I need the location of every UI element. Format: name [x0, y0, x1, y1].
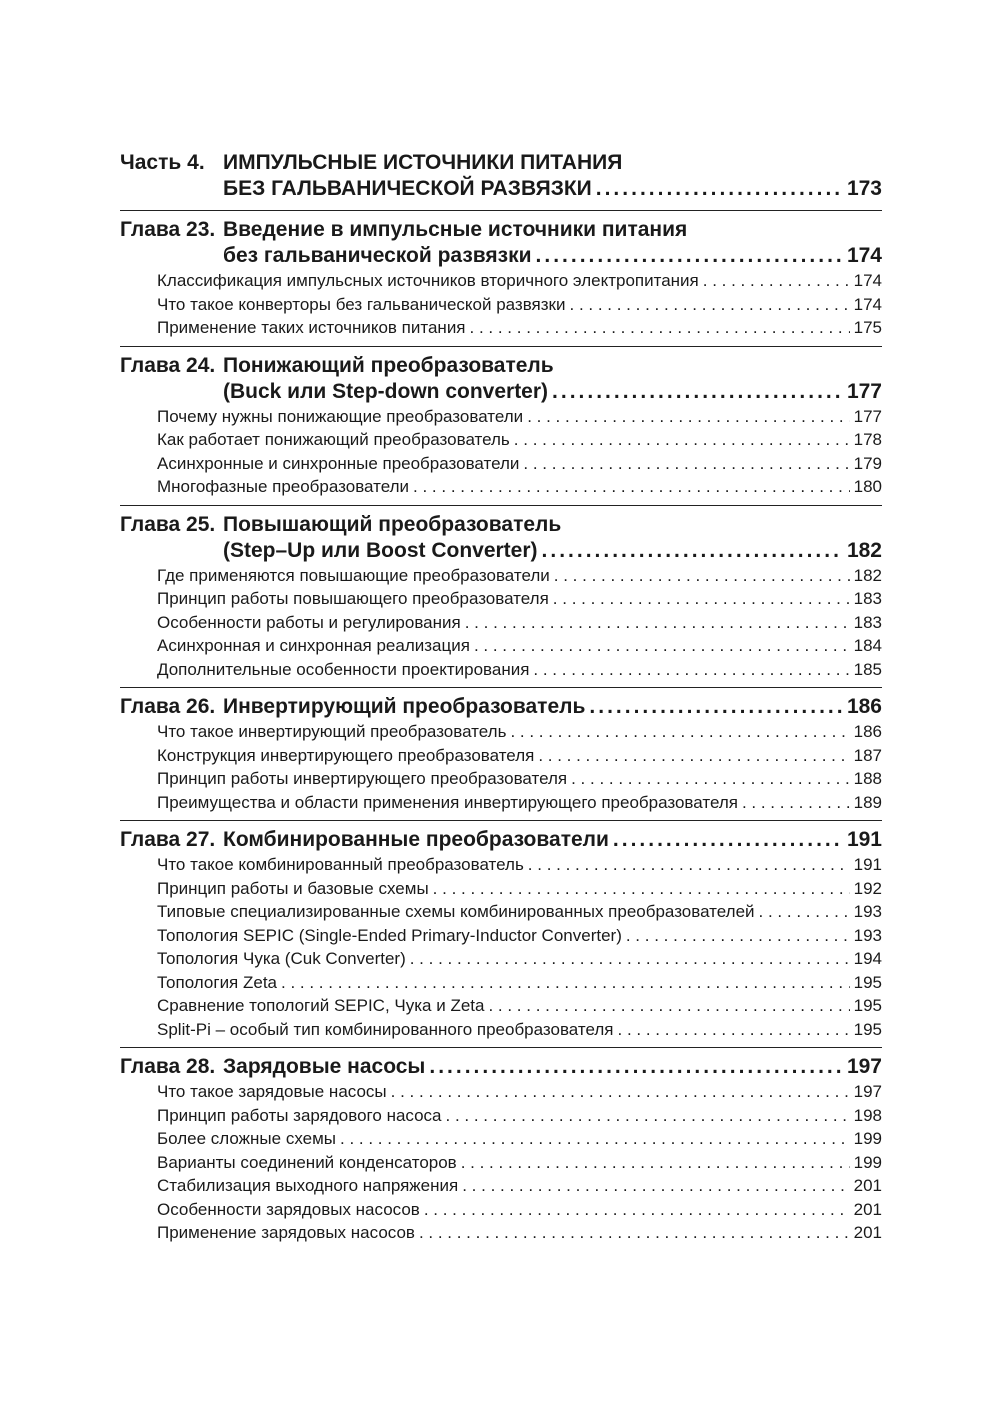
section-page-number: 175: [853, 318, 882, 337]
dot-leader: [626, 924, 850, 948]
dot-leader: [510, 720, 849, 744]
chapter-entry[interactable]: [120, 210, 882, 340]
section-page-number: 183: [853, 589, 882, 608]
chapter-prefix: Глава 27.: [120, 828, 216, 851]
section-entry[interactable]: [120, 452, 882, 476]
chapter-title-continued: (Step–Up или Boost Converter): [223, 538, 538, 562]
dot-leader: [536, 243, 843, 269]
section-title: Где применяются повышающие преобразователи: [157, 565, 550, 585]
section-title: Что такое комбинированный преобразователь: [157, 855, 524, 874]
section-title: Принцип работы зарядового насоса: [157, 1105, 442, 1125]
section-entry[interactable]: [120, 293, 882, 317]
dot-leader: [474, 634, 850, 658]
dot-leader: [552, 379, 843, 405]
dot-leader: [571, 767, 850, 791]
section-title: Почему нужны понижающие преобразователи: [157, 406, 524, 426]
dot-leader: [410, 947, 850, 971]
section-page-number: 199: [853, 1152, 882, 1172]
section-page-number: 179: [853, 453, 882, 473]
section-entry[interactable]: [120, 791, 882, 815]
dot-leader: [554, 564, 850, 588]
section-page-number: 195: [853, 1019, 882, 1039]
part-page-number: 173: [846, 177, 882, 200]
chapter-title: Комбинированные преобразователи: [223, 828, 609, 851]
section-entry[interactable]: [120, 971, 882, 995]
section-entry[interactable]: [120, 1174, 882, 1198]
dot-leader: [465, 611, 850, 635]
chapter-page-number: 177: [846, 379, 882, 403]
section-title: Что такое конверторы без гальванической развязки: [157, 294, 566, 314]
section-page-number: 180: [853, 477, 882, 496]
section-title: Асинхронная и синхронная реализация: [157, 636, 470, 655]
section-entry[interactable]: [120, 744, 882, 768]
section-entry[interactable]: [120, 475, 882, 499]
section-page-number: 194: [853, 949, 882, 968]
chapter-page-number: 182: [846, 538, 882, 562]
dot-leader: [281, 971, 850, 995]
dot-leader: [742, 791, 850, 815]
section-page-number: 199: [853, 1129, 882, 1148]
section-page-number: 182: [853, 565, 882, 585]
section-entry[interactable]: [120, 1221, 882, 1245]
chapter-page-number: 191: [846, 828, 882, 851]
part-entry[interactable]: [120, 150, 882, 202]
section-entry[interactable]: [120, 1198, 882, 1222]
dot-leader: [533, 658, 849, 682]
dot-leader: [429, 1054, 843, 1080]
section-entry[interactable]: [120, 994, 882, 1018]
section-title: Принцип работы повышающего преобразователя: [157, 589, 549, 608]
dot-leader: [538, 744, 849, 768]
dot-leader: [570, 293, 850, 317]
section-title: Типовые специализированные схемы комбинированных преобразователей: [157, 902, 755, 921]
chapter-page-number: 174: [846, 244, 882, 267]
section-title: Что такое зарядовые насосы: [157, 1082, 387, 1101]
section-title: Варианты соединений конденсаторов: [157, 1152, 457, 1172]
section-title: Особенности зарядовых насосов: [157, 1199, 420, 1219]
section-entry[interactable]: [120, 924, 882, 948]
section-page-number: 178: [853, 430, 882, 449]
section-title: Конструкция инвертирующего преобразователя: [157, 745, 535, 765]
chapter-page-number: 186: [846, 695, 882, 718]
chapter-title: Понижающий преобразователь: [223, 353, 554, 377]
section-title: Применение таких источников питания: [157, 318, 466, 337]
section-entry[interactable]: [120, 269, 882, 293]
chapter-title-continued: (Buck или Step-down converter): [223, 379, 549, 403]
section-entry[interactable]: [120, 428, 882, 452]
section-entry[interactable]: [120, 1080, 882, 1104]
dot-leader: [446, 1104, 850, 1128]
chapter-prefix: Глава 24.: [120, 353, 216, 377]
chapter-entry[interactable]: [120, 1047, 882, 1245]
section-title: Многофазные преобразователи: [157, 477, 410, 496]
section-entry[interactable]: [120, 316, 882, 340]
dot-leader: [514, 428, 850, 452]
section-title: Как работает понижающий преобразователь: [157, 430, 510, 449]
section-entry[interactable]: [120, 900, 882, 924]
section-title: Что такое инвертирующий преобразователь: [157, 722, 507, 741]
section-title: Сравнение топологий SEPIC, Чука и Zeta: [157, 996, 485, 1015]
section-entry[interactable]: [120, 405, 882, 429]
section-page-number: 197: [853, 1082, 882, 1101]
section-entry[interactable]: [120, 564, 882, 588]
section-title: Split-Pi – особый тип комбинированного преобразователя: [157, 1019, 614, 1039]
chapter-entry[interactable]: [120, 346, 882, 499]
section-entry[interactable]: [120, 611, 882, 635]
section-page-number: 188: [853, 769, 882, 788]
section-title: Топология Zeta: [157, 972, 278, 992]
dot-leader: [419, 1221, 850, 1245]
dot-leader: [523, 452, 849, 476]
dot-leader: [528, 853, 850, 877]
section-title: Асинхронные и синхронные преобразователи: [157, 453, 520, 473]
section-page-number: 193: [853, 902, 882, 921]
section-entry[interactable]: [120, 1127, 882, 1151]
chapter-entry[interactable]: [120, 505, 882, 682]
section-page-number: 192: [853, 878, 882, 898]
section-page-number: 195: [853, 972, 882, 992]
section-entry[interactable]: [120, 1151, 882, 1175]
section-title: Принцип работы и базовые схемы: [157, 878, 429, 898]
dot-leader: [542, 538, 843, 564]
section-page-number: 174: [853, 271, 882, 290]
section-page-number: 183: [853, 612, 882, 632]
dot-leader: [527, 405, 849, 429]
dot-leader: [413, 475, 850, 499]
dot-leader: [618, 1018, 850, 1042]
section-title: Топология SEPIC (Single-Ended Primary-Inductor Converter): [157, 925, 622, 945]
section-page-number: 187: [853, 745, 882, 765]
dot-leader: [759, 900, 850, 924]
part-title-line1: ИМПУЛЬСНЫЕ ИСТОЧНИКИ ПИТАНИЯ: [223, 151, 623, 174]
chapter-title: Зарядовые насосы: [223, 1055, 426, 1078]
chapter-entry[interactable]: [120, 820, 882, 1041]
section-page-number: 186: [853, 722, 882, 741]
section-page-number: 198: [853, 1105, 882, 1125]
section-page-number: 189: [853, 792, 882, 812]
section-title: Принцип работы инвертирующего преобразователя: [157, 769, 568, 788]
dot-leader: [703, 269, 850, 293]
dot-leader: [553, 587, 850, 611]
dot-leader: [462, 1174, 849, 1198]
chapter-title: Введение в импульсные источники питания: [223, 218, 688, 241]
section-entry[interactable]: [120, 720, 882, 744]
dot-leader: [461, 1151, 850, 1175]
section-title: Преимущества и области применения инвертирующего преобразователя: [157, 792, 738, 812]
section-page-number: 201: [853, 1199, 882, 1219]
section-page-number: 191: [853, 855, 882, 874]
section-page-number: 174: [853, 294, 882, 314]
section-page-number: 185: [853, 659, 882, 679]
dot-leader: [433, 877, 850, 901]
section-entry[interactable]: [120, 587, 882, 611]
section-entry[interactable]: [120, 877, 882, 901]
section-page-number: 177: [853, 406, 882, 426]
section-page-number: 201: [853, 1223, 882, 1242]
chapter-list: [120, 210, 882, 1245]
chapter-prefix: Глава 26.: [120, 695, 216, 718]
dot-leader: [340, 1127, 850, 1151]
dot-leader: [424, 1198, 850, 1222]
dot-leader: [391, 1080, 850, 1104]
section-entry[interactable]: [120, 767, 882, 791]
part-prefix: Часть 4.: [120, 151, 205, 174]
section-title: Дополнительные особенности проектирования: [157, 659, 530, 679]
section-title: Топология Чука (Cuk Converter): [157, 949, 406, 968]
dot-leader: [488, 994, 849, 1018]
section-page-number: 201: [853, 1176, 882, 1195]
table-of-contents: [120, 150, 882, 1245]
dot-leader: [589, 694, 843, 720]
section-entry[interactable]: [120, 658, 882, 682]
section-page-number: 195: [853, 996, 882, 1015]
section-entry[interactable]: [120, 853, 882, 877]
section-title: Особенности работы и регулирования: [157, 612, 461, 632]
chapter-entry[interactable]: [120, 687, 882, 814]
chapter-page-number: 197: [846, 1055, 882, 1078]
part-title-line2: БЕЗ ГАЛЬВАНИЧЕСКОЙ РАЗВЯЗКИ: [223, 177, 592, 200]
section-title: Классификация импульсных источников вторичного электропитания: [157, 271, 699, 290]
section-title: Более сложные схемы: [157, 1129, 336, 1148]
section-title: Стабилизация выходного напряжения: [157, 1176, 459, 1195]
section-page-number: 184: [853, 636, 882, 655]
dot-leader: [470, 316, 850, 340]
section-page-number: 193: [853, 925, 882, 945]
section-entry[interactable]: [120, 634, 882, 658]
chapter-title: Повышающий преобразователь: [223, 512, 562, 536]
section-entry[interactable]: [120, 1104, 882, 1128]
chapter-prefix: Глава 28.: [120, 1055, 216, 1078]
chapter-title-continued: без гальванической развязки: [223, 244, 532, 267]
dot-leader: [613, 827, 843, 853]
dot-leader: [596, 176, 843, 202]
chapter-title: Инвертирующий преобразователь: [223, 695, 586, 718]
chapter-prefix: Глава 23.: [120, 218, 216, 241]
section-title: Применение зарядовых насосов: [157, 1223, 415, 1242]
section-entry[interactable]: [120, 1018, 882, 1042]
chapter-prefix: Глава 25.: [120, 512, 216, 536]
section-entry[interactable]: [120, 947, 882, 971]
